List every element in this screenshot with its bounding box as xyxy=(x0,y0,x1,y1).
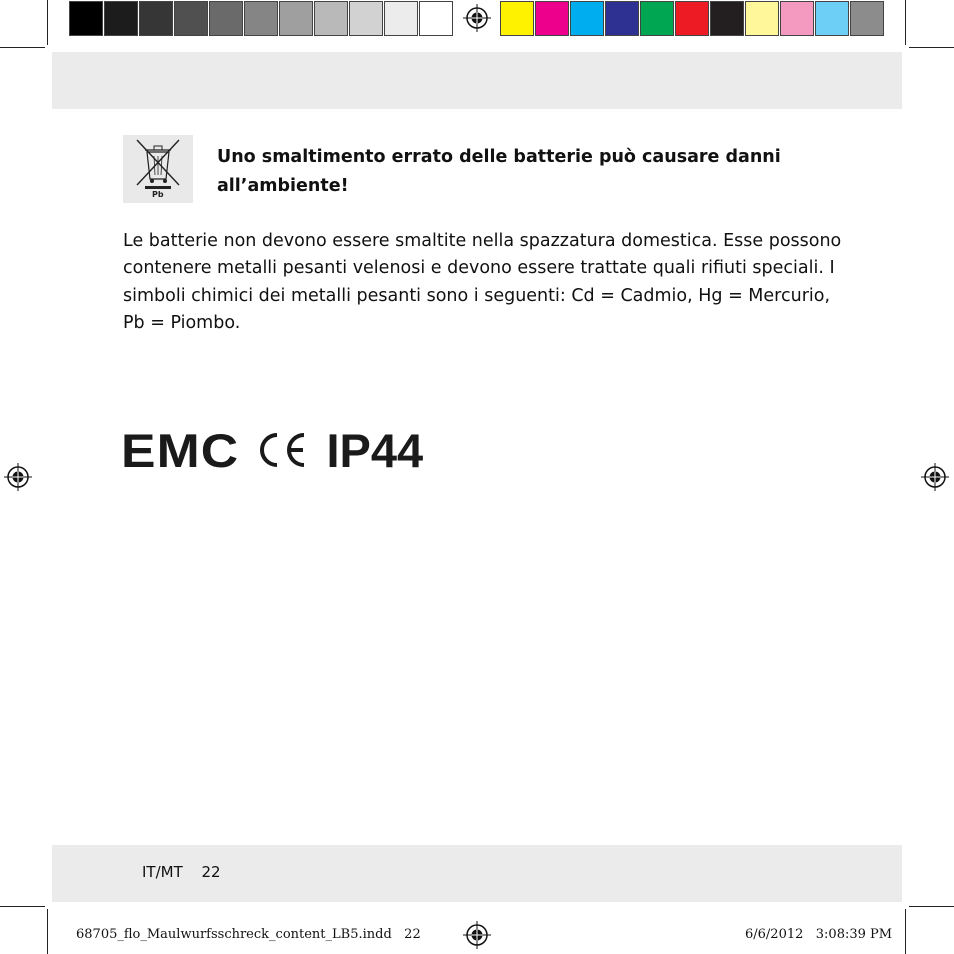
registration-mark-icon xyxy=(463,4,491,32)
color-swatch xyxy=(745,1,779,36)
battery-chemical-label: Pb xyxy=(152,190,164,199)
color-swatch xyxy=(675,1,709,36)
ip-rating: IP44 xyxy=(326,423,424,477)
battery-disposal-symbol xyxy=(123,135,193,203)
color-swatch xyxy=(780,1,814,36)
crop-mark xyxy=(0,906,45,907)
color-swatch xyxy=(640,1,674,36)
disposal-warning: Uno smaltimento errato delle batterie può causare danni all’ambiente! xyxy=(217,147,781,196)
color-swatch xyxy=(244,1,278,36)
slug-datetime: 6/6/2012 3:08:39 PM xyxy=(745,927,893,942)
color-swatch xyxy=(104,1,138,36)
crop-mark xyxy=(905,0,906,45)
color-swatch xyxy=(850,1,884,36)
color-swatch xyxy=(500,1,534,36)
ce-mark-icon xyxy=(254,430,308,470)
registration-mark-icon xyxy=(921,463,949,491)
crop-mark xyxy=(0,47,45,48)
color-swatch xyxy=(209,1,243,36)
crop-mark xyxy=(47,909,48,954)
color-swatch xyxy=(349,1,383,36)
emc-mark: EMC xyxy=(121,423,240,477)
color-swatch xyxy=(570,1,604,36)
color-swatch xyxy=(419,1,453,36)
slug-filename: 68705_flo_Maulwurfsschreck_content_LB5.indd 22 xyxy=(76,927,421,942)
color-swatch xyxy=(279,1,313,36)
color-swatch xyxy=(384,1,418,36)
crop-mark xyxy=(47,0,48,45)
color-bar-grayscale xyxy=(69,1,454,36)
color-swatch xyxy=(535,1,569,36)
certification-marks xyxy=(121,425,423,475)
color-bar-process xyxy=(500,1,885,36)
color-swatch xyxy=(815,1,849,36)
crop-mark xyxy=(905,909,906,954)
color-swatch xyxy=(710,1,744,36)
color-swatch xyxy=(69,1,103,36)
color-swatch xyxy=(139,1,173,36)
page-number-label: IT/MT 22 xyxy=(142,863,221,881)
color-swatch xyxy=(174,1,208,36)
color-swatch xyxy=(605,1,639,36)
battery-disposal-paragraph: Le batterie non devono essere smaltite nella spazzatura domestica. Esse possono contenere metalli pesanti velenosi e devono essere trattate quali rifiuti speciali. I simboli chimici dei metalli pesanti sono i seguenti: Cd = Cadmio, Hg = Mercurio, Pb = Piombo. xyxy=(123,231,842,333)
crop-mark xyxy=(909,47,954,48)
color-swatch xyxy=(314,1,348,36)
header-band xyxy=(52,52,902,109)
registration-mark-icon xyxy=(4,463,32,491)
crop-mark xyxy=(909,906,954,907)
registration-mark-icon xyxy=(463,921,491,949)
